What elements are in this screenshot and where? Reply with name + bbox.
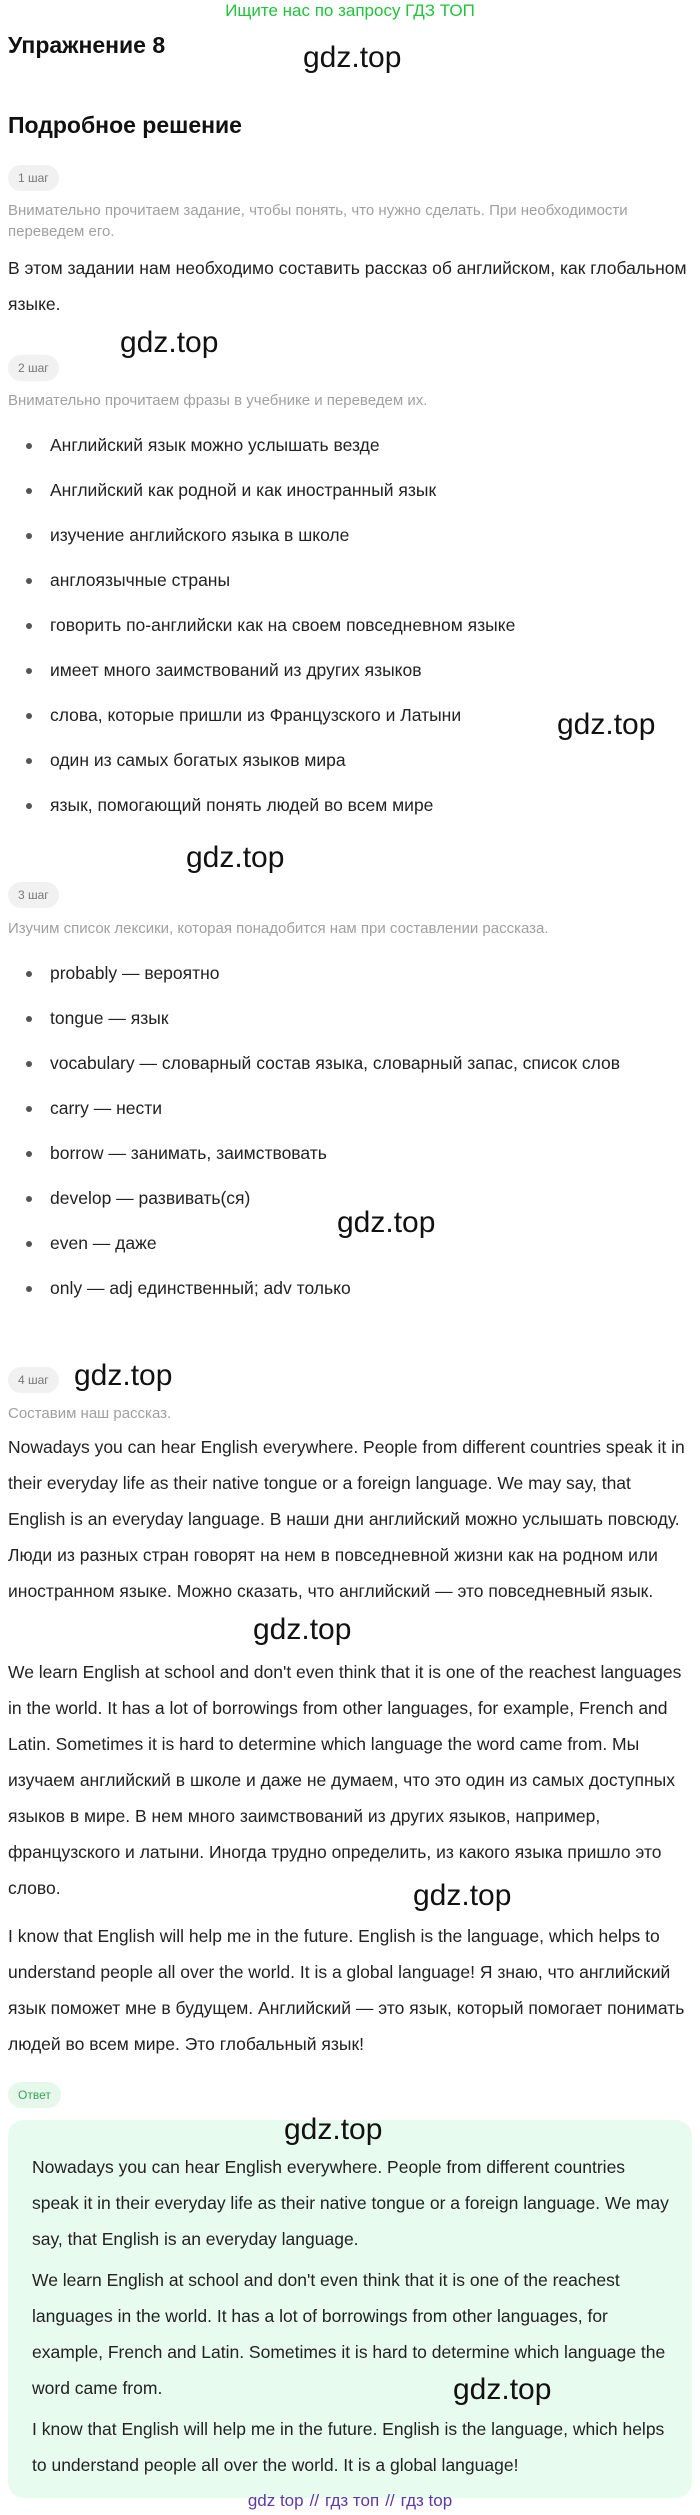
watermark: gdz.top	[453, 2373, 552, 2406]
step-1-intro: Внимательно прочитаем задание, чтобы понять, что нужно сделать. При необходимости переведем его.	[8, 202, 628, 240]
step-3-intro: Изучим список лексики, которая понадобится нам при составлении рассказа.	[8, 920, 549, 937]
answer-paragraph: Nowadays you can hear English everywhere. People from different countries speak it in their everyday life as their native tongue or a foreign language. We may say, that English is an everyday language.	[32, 2157, 669, 2249]
list-item: говорить по-английски как на своем повседневном языке	[0, 603, 692, 648]
page-title: Упражнение 8	[8, 32, 166, 58]
watermark: gdz.top	[413, 1879, 512, 1912]
story-paragraph: I know that English will help me in the future. English is the language, which helps to understand people all over the world. It is a global language! Я знаю, что английский язык поможет мне в будущем. Английский — это язык, который помогает понимать людей во всем мире. Это глобальный язык!	[8, 1926, 685, 2054]
watermark: gdz.top	[253, 1613, 352, 1646]
watermark: gdz.top	[74, 1359, 173, 1392]
phrase-list	[0, 423, 692, 828]
step-1-chip: 1 шаг	[8, 165, 59, 191]
footer-link[interactable]: гдз top	[400, 2491, 453, 2510]
step-4-intro: Составим наш рассказ.	[8, 1405, 172, 1422]
step-2-chip: 2 шаг	[8, 355, 59, 381]
watermark: gdz.top	[337, 1206, 436, 1239]
watermark: gdz.top	[303, 41, 402, 74]
search-banner[interactable]: Ищите нас по запросу ГДЗ ТОП	[225, 1, 475, 20]
watermark: gdz.top	[120, 326, 219, 359]
list-item: only — adj единственный; adv только	[0, 1266, 692, 1311]
list-item: язык, помогающий понять людей во всем мире	[0, 783, 692, 828]
footer-separator: //	[385, 2491, 395, 2510]
list-item: even — даже	[0, 1221, 692, 1266]
list-item: vocabulary — словарный состав языка, словарный запас, список слов	[0, 1041, 692, 1086]
list-item: carry — нести	[0, 1086, 692, 1131]
list-item: англоязычные страны	[0, 558, 692, 603]
story-paragraph: We learn English at school and don't even think that it is one of the reachest languages in the world. It has a lot of borrowings from other languages, for example, French and Latin. Sometimes it is hard to determine which language the word came from. Мы изучаем английский в школе и даже не думаем, что это один из самых доступных языков в мире. В нем много заимствований из других языков, например, французского и латыни. Иногда трудно определить, из какого языка пришло это слово.	[8, 1662, 682, 1898]
footer-link[interactable]: gdz top	[247, 2491, 304, 2510]
list-item: один из самых богатых языков мира	[0, 738, 692, 783]
list-item: имеет много заимствований из других языков	[0, 648, 692, 693]
footer-links	[0, 2490, 700, 2512]
step-4-chip: 4 шаг	[8, 1367, 59, 1393]
list-item: develop — развивать(ся)	[0, 1176, 692, 1221]
footer-separator: //	[309, 2491, 320, 2510]
step-1-text: В этом задании нам необходимо составить рассказ об английском, как глобальном языке.	[8, 258, 687, 314]
list-item: tongue — язык	[0, 996, 692, 1041]
watermark: gdz.top	[557, 708, 656, 741]
watermark: gdz.top	[284, 2113, 383, 2146]
answer-paragraph: I know that English will help me in the future. English is the language, which helps to understand people all over the world. It is a global language!	[32, 2419, 665, 2475]
footer-link[interactable]: гдз топ	[325, 2491, 380, 2510]
step-2-intro: Внимательно прочитаем фразы в учебнике и переведем их.	[8, 392, 428, 409]
solution-heading: Подробное решение	[8, 112, 242, 138]
answer-chip: Ответ	[8, 2082, 61, 2108]
answer-paragraph: We learn English at school and don't even think that it is one of the reachest languages in the world. It has a lot of borrowings from other languages, for example, French and Latin. Sometimes it is hard to determine which language the word came from.	[32, 2270, 666, 2398]
list-item: слова, которые пришли из Французского и Латыни	[0, 693, 692, 738]
list-item: Английский язык можно услышать везде	[0, 423, 692, 468]
story-paragraph: Nowadays you can hear English everywhere. People from different countries speak it in their everyday life as their native tongue or a foreign language. We may say, that English is an everyday language. В наши дни английский можно услышать повсюду. Люди из разных стран говорят на нем в повседневной жизни как на родном или иностранном языке. Можно сказать, что английский — это повседневный язык.	[8, 1437, 685, 1601]
watermark: gdz.top	[186, 841, 285, 874]
step-3-chip: 3 шаг	[8, 882, 59, 908]
list-item: изучение английского языка в школе	[0, 513, 692, 558]
list-item: probably — вероятно	[0, 951, 692, 996]
list-item: borrow — занимать, заимствовать	[0, 1131, 692, 1176]
vocabulary-list	[0, 951, 692, 1311]
list-item: Английский как родной и как иностранный язык	[0, 468, 692, 513]
